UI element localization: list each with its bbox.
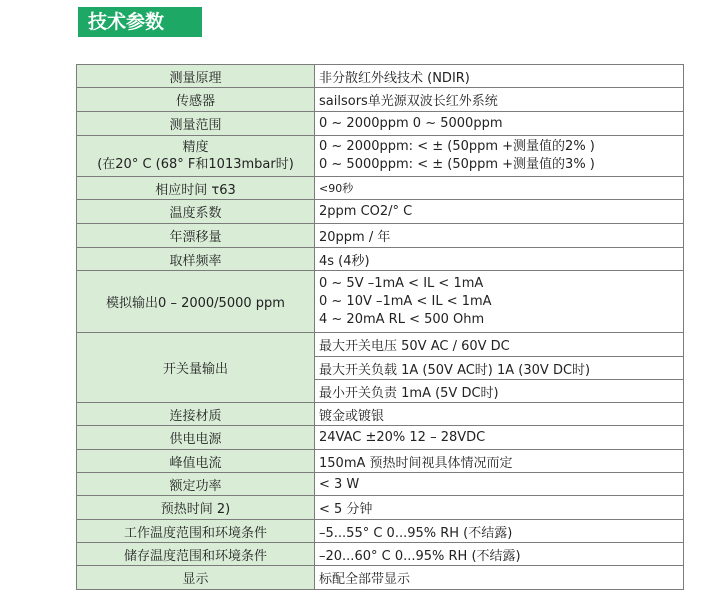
row-value: 非分散红外线技术 (NDIR)	[315, 65, 684, 88]
row-label: 供电电源	[77, 426, 315, 450]
row-label: 测量范围	[77, 112, 315, 136]
row-value: 最大开关电压 50V AC / 60V DC	[315, 333, 684, 357]
row-label: 相应时间 τ63	[77, 177, 315, 200]
row-label-line: (在20° C (68° F和1013mbar时)	[97, 157, 294, 172]
table-row	[77, 450, 684, 473]
table-row	[77, 177, 684, 200]
row-value-line: 0 ~ 10V –1mA < IL < 1mA	[319, 293, 492, 309]
row-value: < 5 分钟	[315, 496, 684, 520]
row-value: –5...55° C 0...95% RH (不结露)	[315, 520, 684, 543]
row-value: <90秒	[315, 177, 684, 200]
row-value-line: 0 ~ 5000ppm: < ± (50ppm +测量值的3% )	[319, 157, 595, 172]
table-row	[77, 224, 684, 248]
table-row	[77, 403, 684, 426]
table-row	[77, 496, 684, 520]
table-row	[77, 473, 684, 496]
row-label: 开关量输出	[77, 333, 315, 403]
row-value: –20...60° C 0...95% RH (不结露)	[315, 543, 684, 566]
row-value-line: 0 ~ 2000ppm: < ± (50ppm +测量值的2% )	[319, 139, 595, 154]
row-label: 预热时间 2)	[77, 496, 315, 520]
row-value	[315, 271, 684, 333]
row-value: 标配全部带显示	[315, 566, 684, 590]
section-title: 技术参数	[78, 7, 202, 37]
row-value: 4s (4秒)	[315, 248, 684, 271]
row-value-line: 4 ~ 20mA RL < 500 Ohm	[319, 311, 485, 327]
row-label-line: 精度	[182, 140, 209, 155]
table-row	[77, 333, 684, 357]
row-label: 测量原理	[77, 65, 315, 88]
row-label: 工作温度范围和环境条件	[77, 520, 315, 543]
row-label	[77, 136, 315, 177]
row-value: sailsors单光源双波长红外系统	[315, 88, 684, 112]
row-value: 最小开关负责 1mA (5V DC时)	[315, 380, 684, 403]
row-value: 最大开关负载 1A (50V AC时) 1A (30V DC时)	[315, 357, 684, 380]
table-row	[77, 200, 684, 224]
row-value: 150mA 预热时间视具体情况而定	[315, 450, 684, 473]
row-value: 0 ~ 2000ppm 0 ~ 5000ppm	[315, 112, 684, 136]
row-label: 连接材质	[77, 403, 315, 426]
row-value: 20ppm / 年	[315, 224, 684, 248]
row-value: 24VAC ±20% 12 – 28VDC	[315, 426, 684, 450]
row-value: < 3 W	[315, 473, 684, 496]
row-value	[315, 136, 684, 177]
row-label: 显示	[77, 566, 315, 590]
table-row	[77, 271, 684, 333]
row-label: 取样频率	[77, 248, 315, 271]
row-label: 储存温度范围和环境条件	[77, 543, 315, 566]
row-value-line: 0 ~ 5V –1mA < IL < 1mA	[319, 275, 484, 291]
row-label: 额定功率	[77, 473, 315, 496]
row-label: 年漂移量	[77, 224, 315, 248]
row-label: 传感器	[77, 88, 315, 112]
table-row	[77, 543, 684, 566]
table-row	[77, 566, 684, 590]
spec-table	[76, 64, 684, 590]
table-row	[77, 136, 684, 177]
table-row	[77, 426, 684, 450]
row-value: 镀金或镀银	[315, 403, 684, 426]
table-row	[77, 112, 684, 136]
row-value: 2ppm CO2/° C	[315, 200, 684, 224]
table-row	[77, 88, 684, 112]
row-label: 温度系数	[77, 200, 315, 224]
row-label: 峰值电流	[77, 450, 315, 473]
row-label: 模拟输出0 – 2000/5000 ppm	[77, 271, 315, 333]
table-row	[77, 65, 684, 88]
table-row	[77, 520, 684, 543]
table-row	[77, 248, 684, 271]
